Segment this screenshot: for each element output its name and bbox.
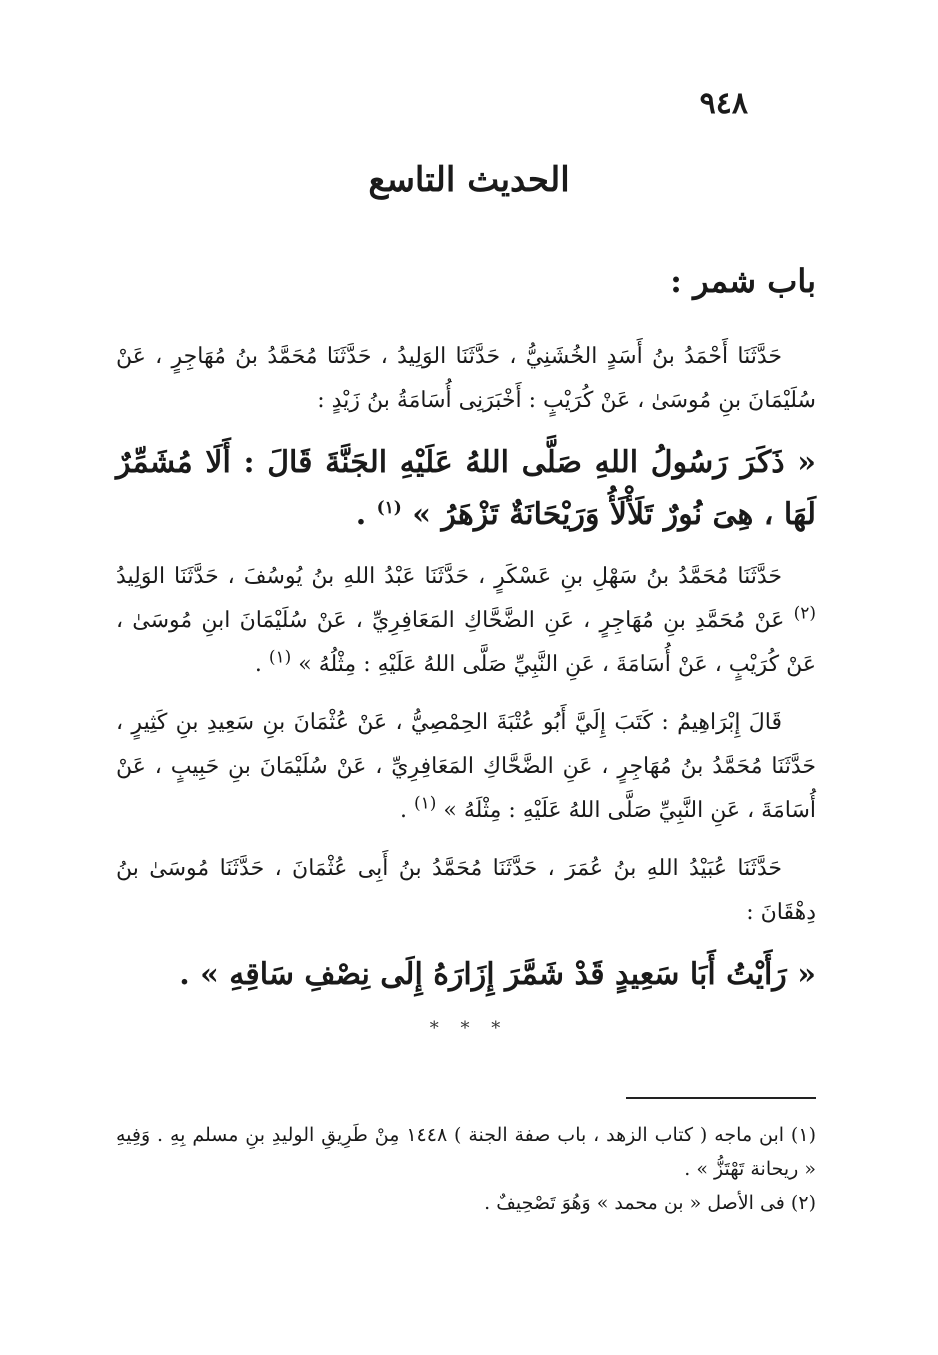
- punctuation: .: [355, 497, 367, 532]
- isnad-text: حَدَّثَنَا مُحَمَّدُ بنُ سَهْلِ بنِ عَسْكَرٍ ، حَدَّثَنَا عَبْدُ اللهِ بنُ يُوسُفَ ، حَدَّثَنَا الوَلِيدُ: [116, 564, 782, 589]
- footnote-ref: (١): [413, 793, 437, 814]
- punctuation: .: [399, 798, 407, 823]
- isnad-text: عَنْ مُحَمَّدِ بنِ مُهَاجِرٍ ، عَنِ الضَّحَّاكِ المَعَافِرِيِّ ، عَنْ سُلَيْمَانَ ابنِ مُوسَىٰ ، عَنْ كُرَيْبٍ ، عَنْ أُسَامَةَ ، عَنِ النَّبِيِّ صَلَّى اللهُ عَلَيْهِ : مِثْلُهُ »: [116, 608, 816, 677]
- isnad-text: حَدَّثَنَا عُبَيْدُ اللهِ بنُ عُمَرَ ، حَدَّثَنَا مُحَمَّدُ بنُ أَبِى عُثْمَانَ ، حَدَّثَنَا مُوسَىٰ بنُ دِهْقَانَ :: [116, 856, 816, 925]
- section-separator: * * *: [429, 1018, 509, 1039]
- page-number: ٩٤٨: [699, 86, 748, 121]
- isnad-text: قَالَ إِبْرَاهِيمُ : كَتَبَ إِلَيَّ أَبُو عُتْبَةَ الحِمْصِيُّ ، عَنْ عُثْمَانَ بنِ سَعِيدِ بنِ كَثِيرٍ ، حَدَّثَنَا مُحَمَّدُ بنُ مُهَاجِرٍ ، عَنِ الضَّحَّاكِ المَعَافِرِيِّ ، عَنْ سُلَيْمَانَ بنِ حَبِيبٍ ، عَنْ أُسَامَةَ ، عَنِ النَّبِيِّ صَلَّى اللهُ عَلَيْهِ : مِثْلَهُ »: [116, 710, 816, 823]
- punctuation: .: [254, 652, 262, 677]
- footnote-ref: (١): [268, 647, 292, 668]
- hadith-quote-2: [116, 949, 816, 1001]
- footnotes: [116, 1118, 816, 1220]
- hadith-text: « ذَكَرَ رَسُولُ اللهِ صَلَّى اللهُ عَلَيْهِ الجَنَّةَ قَالَ : أَلَا مُشَمِّرٌ لَهَا ، هِىَ نُورٌ تَلَأْلَأُ وَرَيْحَانَةٌ تَزْهَرُ »: [116, 445, 816, 532]
- footnote-ref: (١): [376, 498, 402, 518]
- section-heading: باب شمر :: [670, 262, 816, 300]
- isnad-paragraph-3: [116, 701, 816, 833]
- chapter-title: الحديث التاسع: [368, 160, 570, 200]
- hadith-quote-1: [116, 437, 816, 541]
- isnad-paragraph-4: [116, 847, 816, 935]
- footnote-2: (٢) فى الأصل « بن محمد » وَهُوَ تَصْحِيفٌ .: [484, 1192, 816, 1214]
- footnote-ref: (٢): [793, 603, 816, 624]
- hadith-text: « رَأَيْتُ أَبَا سَعِيدٍ قَدْ شَمَّرَ إِزَارَهُ إِلَى نِصْفِ سَاقِهِ » .: [179, 957, 816, 992]
- isnad-paragraph-1: [116, 335, 816, 423]
- isnad-paragraph-2: [116, 555, 816, 687]
- main-text: [116, 335, 816, 1015]
- footnote-divider: [626, 1097, 816, 1099]
- isnad-text: حَدَّثَنَا أَحْمَدُ بنُ أَسَدٍ الخُشَنِيُّ ، حَدَّثَنَا الوَلِيدُ ، حَدَّثَنَا مُحَمَّدُ بنُ مُهَاجِرٍ ، عَنْ سُلَيْمَانَ بنِ مُوسَىٰ ، عَنْ كُرَيْبٍ : أَخْبَرَنِى أُسَامَةُ بنُ زَيْدٍ :: [116, 344, 816, 413]
- footnote-1: (١) ابن ماجه ( كتاب الزهد ، باب صفة الجنة ) ١٤٤٨ مِنْ طَرِيقِ الوليدِ بنِ مسلم بِهِ . وَفِيهِ « ريحانة تَهْتَزُّ » .: [116, 1124, 816, 1180]
